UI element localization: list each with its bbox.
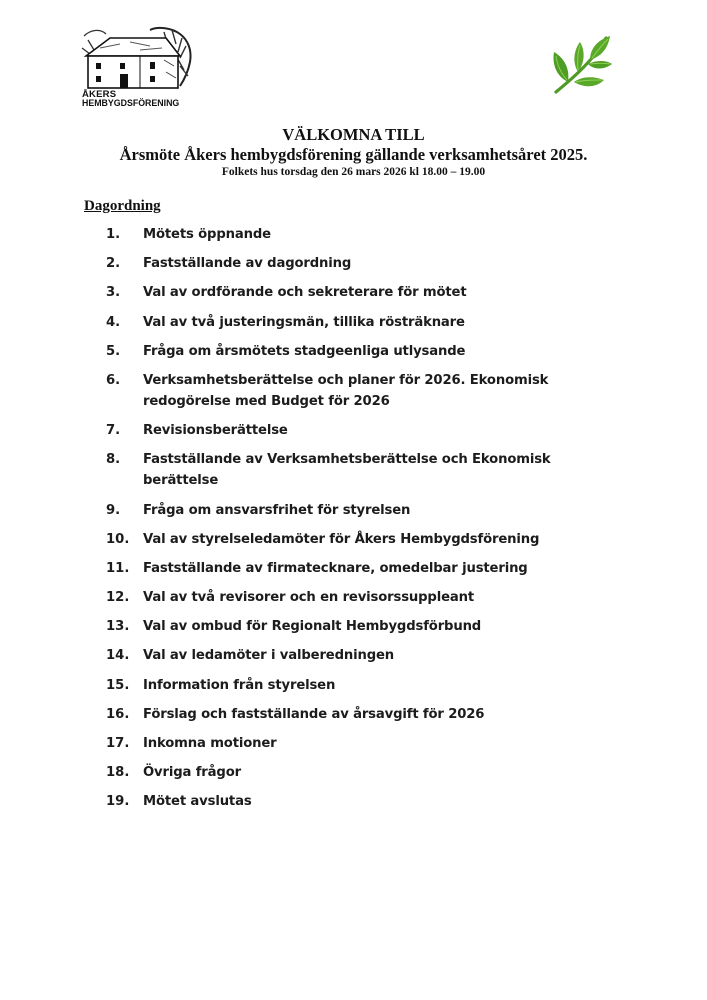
- agenda-item-number: 12.: [106, 590, 130, 606]
- agenda-item: [106, 733, 586, 754]
- agenda-item-text: Fråga om ansvarsfrihet för styrelsen: [143, 502, 411, 518]
- agenda-item: [106, 616, 586, 637]
- leaf-branch-icon: [548, 32, 614, 98]
- agenda-item-number: 9.: [106, 502, 121, 518]
- agenda-item: [106, 449, 586, 491]
- agenda-item: [106, 370, 586, 412]
- agenda-item: [106, 587, 586, 608]
- agenda-item: [106, 791, 586, 812]
- agenda-item-number: 2.: [106, 256, 121, 272]
- agenda-item: [106, 420, 586, 441]
- agenda-item-text: Mötets öppnande: [143, 227, 271, 242]
- agenda-item-number: 8.: [106, 452, 121, 468]
- agenda-item-text: Val av ombud för Regionalt Hembygdsförbund: [143, 619, 482, 635]
- meeting-subtitle: Årsmöte Åkers hembygdsförening gällande verksamhetsåret 2025.: [119, 145, 588, 164]
- agenda-item: [106, 224, 586, 245]
- agenda-item-text: Val av ledamöter i valberedningen: [143, 648, 395, 664]
- agenda-item-text: Fråga om årsmötets stadgeenliga utlysande: [143, 343, 466, 359]
- agenda-item-number: 13.: [106, 619, 130, 635]
- house-drawing-icon: [80, 26, 194, 90]
- logo-line-2: HEMBYGDSFÖRENING: [82, 98, 180, 108]
- agenda-item-text: Information från styrelsen: [143, 677, 336, 693]
- agenda-item: [106, 341, 586, 362]
- agenda-item-text: Val av två justeringsmän, tillika rösträknare: [143, 314, 465, 330]
- agenda-item-number: 10.: [106, 531, 130, 547]
- agenda-item: [106, 645, 586, 666]
- agenda-item-text: Förslag och fastställande av årsavgift för 2026: [143, 706, 485, 722]
- agenda-item-number: 17.: [106, 736, 130, 751]
- agenda-item: [106, 529, 586, 550]
- agenda-item: [106, 558, 586, 579]
- agenda-item-number: 16.: [106, 706, 130, 722]
- agenda-item-number: 14.: [106, 648, 130, 664]
- agenda-item-text: Inkomna motioner: [143, 736, 277, 751]
- agenda-item-number: 4.: [106, 314, 121, 330]
- agenda-item-number: 6.: [106, 372, 121, 388]
- agenda-item-text: Fastställande av firmatecknare, omedelbar justering: [143, 560, 528, 576]
- agenda-item-text: Fastställande av Verksamhetsberättelse och Ekonomisk berättelse: [143, 452, 551, 489]
- agenda-item-text: Övriga frågor: [143, 765, 241, 781]
- agenda-item-text: Val av två revisorer och en revisorssuppleant: [143, 590, 475, 606]
- agenda-item: [106, 762, 586, 783]
- agenda-item: [106, 312, 586, 333]
- agenda-item-number: 18.: [106, 765, 130, 781]
- agenda-item-text: Verksamhetsberättelse och planer för 2026. Ekonomisk redogörelse med Budget för 2026: [143, 372, 549, 409]
- agenda-item-text: Val av ordförande och sekreterare för mötet: [143, 285, 467, 301]
- agenda-item-number: 11.: [106, 560, 130, 576]
- agenda-item-text: Val av styrelseledamöter för Åkers Hembygdsförening: [143, 531, 540, 547]
- agenda-item-number: 5.: [106, 343, 121, 359]
- association-logo: [80, 26, 194, 108]
- agenda-item: [106, 500, 586, 521]
- agenda-item-number: 3.: [106, 285, 121, 301]
- agenda-item: [106, 282, 586, 303]
- agenda-item: [106, 704, 586, 725]
- agenda-item: [106, 253, 586, 274]
- agenda-item-number: 19.: [106, 794, 130, 810]
- document-header: [0, 125, 707, 180]
- agenda-item-text: Mötet avslutas: [143, 794, 252, 810]
- agenda-title: Dagordning: [84, 198, 161, 214]
- agenda-item: [106, 675, 586, 696]
- agenda-item-number: 15.: [106, 677, 130, 693]
- agenda-item-number: 7.: [106, 423, 121, 439]
- meeting-details: Folkets hus torsdag den 26 mars 2026 kl 18.00 – 19.00: [221, 166, 486, 178]
- agenda-item-text: Revisionsberättelse: [143, 423, 288, 439]
- logo-line-1: ÅKERS: [82, 89, 117, 100]
- agenda-list: [106, 224, 586, 821]
- welcome-title: VÄLKOMNA TILL: [282, 125, 425, 144]
- agenda-item-text: Fastställande av dagordning: [143, 256, 352, 272]
- agenda-item-number: 1.: [106, 227, 121, 242]
